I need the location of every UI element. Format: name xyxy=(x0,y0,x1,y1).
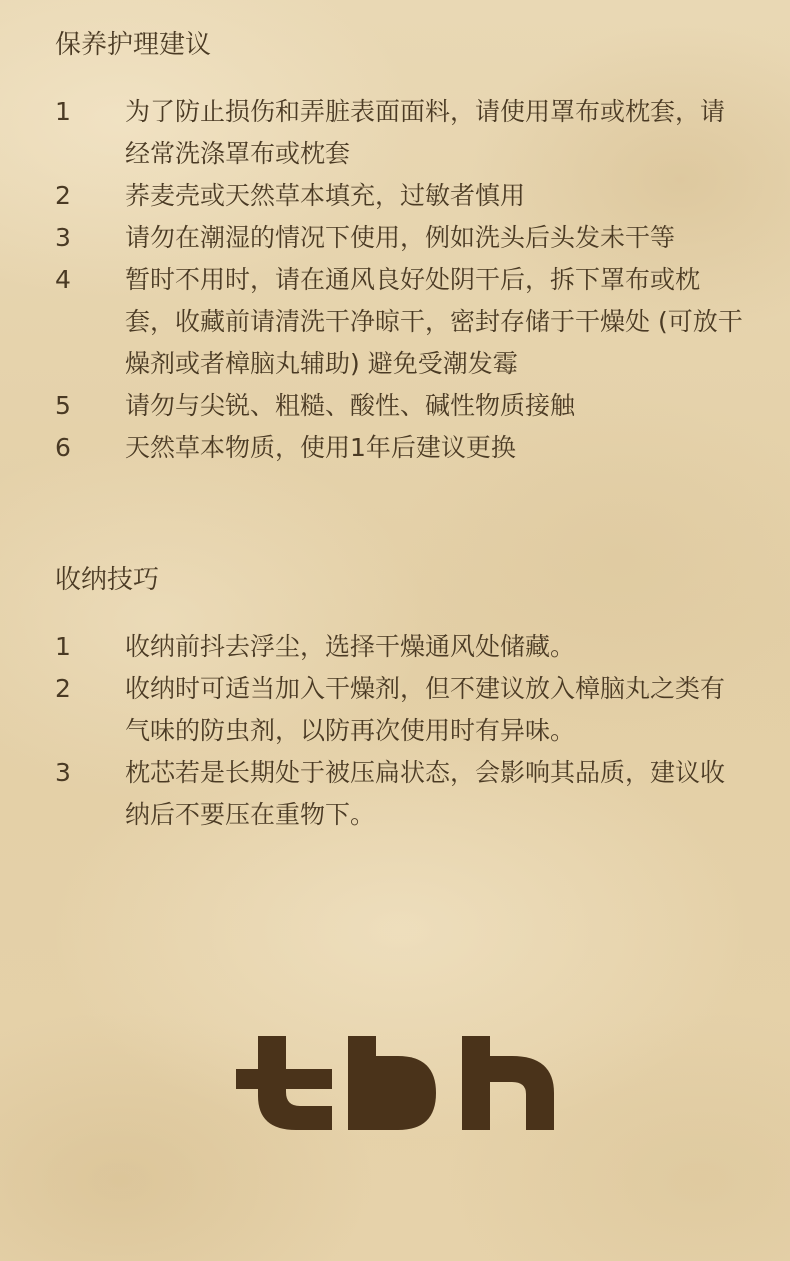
brand-logo xyxy=(236,1036,554,1130)
care-item-number: 3 xyxy=(55,223,71,252)
care-list-item xyxy=(55,385,745,427)
storage-item-text: 收纳前抖去浮尘，选择干燥通风处储藏。 xyxy=(125,632,576,661)
care-item-text: 请勿与尖锐、粗糙、酸性、碱性物质接触 xyxy=(125,391,576,420)
care-item-text: 荞麦壳或天然草本填充，过敏者慎用 xyxy=(125,181,526,210)
care-item-text: 请勿在潮湿的情况下使用，例如洗头后头发未干等 xyxy=(125,223,676,252)
care-item-number: 1 xyxy=(55,97,71,126)
storage-item-number: 1 xyxy=(55,632,71,661)
storage-list-item xyxy=(55,626,745,668)
care-section xyxy=(55,28,745,469)
storage-item-text: 收纳时可适当加入干燥剂，但不建议放入樟脑丸之类有气味的防虫剂，以防再次使用时有异味。 xyxy=(125,674,726,745)
storage-list xyxy=(55,626,745,836)
care-item-number: 2 xyxy=(55,181,71,210)
care-list-item xyxy=(55,91,745,175)
storage-section xyxy=(55,563,745,836)
storage-list-item xyxy=(55,668,745,752)
care-item-text: 暂时不用时，请在通风良好处阴干后，拆下罩布或枕套，收藏前请清洗干净晾干，密封存储于干燥处 (可放干燥剂或者樟脑丸辅助) 避免受潮发霉 xyxy=(125,265,743,378)
storage-section-title: 收纳技巧 xyxy=(55,565,160,595)
brand-logo-letters xyxy=(236,1036,554,1130)
storage-list-item xyxy=(55,752,745,836)
care-list-item xyxy=(55,175,745,217)
care-item-text: 为了防止损伤和弄脏表面面料，请使用罩布或枕套，请经常洗涤罩布或枕套 xyxy=(125,97,726,168)
brand-logo-mark xyxy=(236,1036,554,1130)
care-item-number: 6 xyxy=(55,433,71,462)
storage-item-text: 枕芯若是长期处于被压扁状态，会影响其品质，建议收纳后不要压在重物下。 xyxy=(125,758,726,829)
care-list-item xyxy=(55,427,745,469)
care-section-title: 保养护理建议 xyxy=(55,30,212,60)
storage-item-number: 2 xyxy=(55,674,71,703)
care-item-number: 5 xyxy=(55,391,71,420)
care-list-item xyxy=(55,217,745,259)
storage-item-number: 3 xyxy=(55,758,71,787)
care-list-item xyxy=(55,259,745,385)
care-item-number: 4 xyxy=(55,265,71,294)
care-list xyxy=(55,91,745,469)
care-item-text: 天然草本物质，使用1年后建议更换 xyxy=(125,433,516,462)
